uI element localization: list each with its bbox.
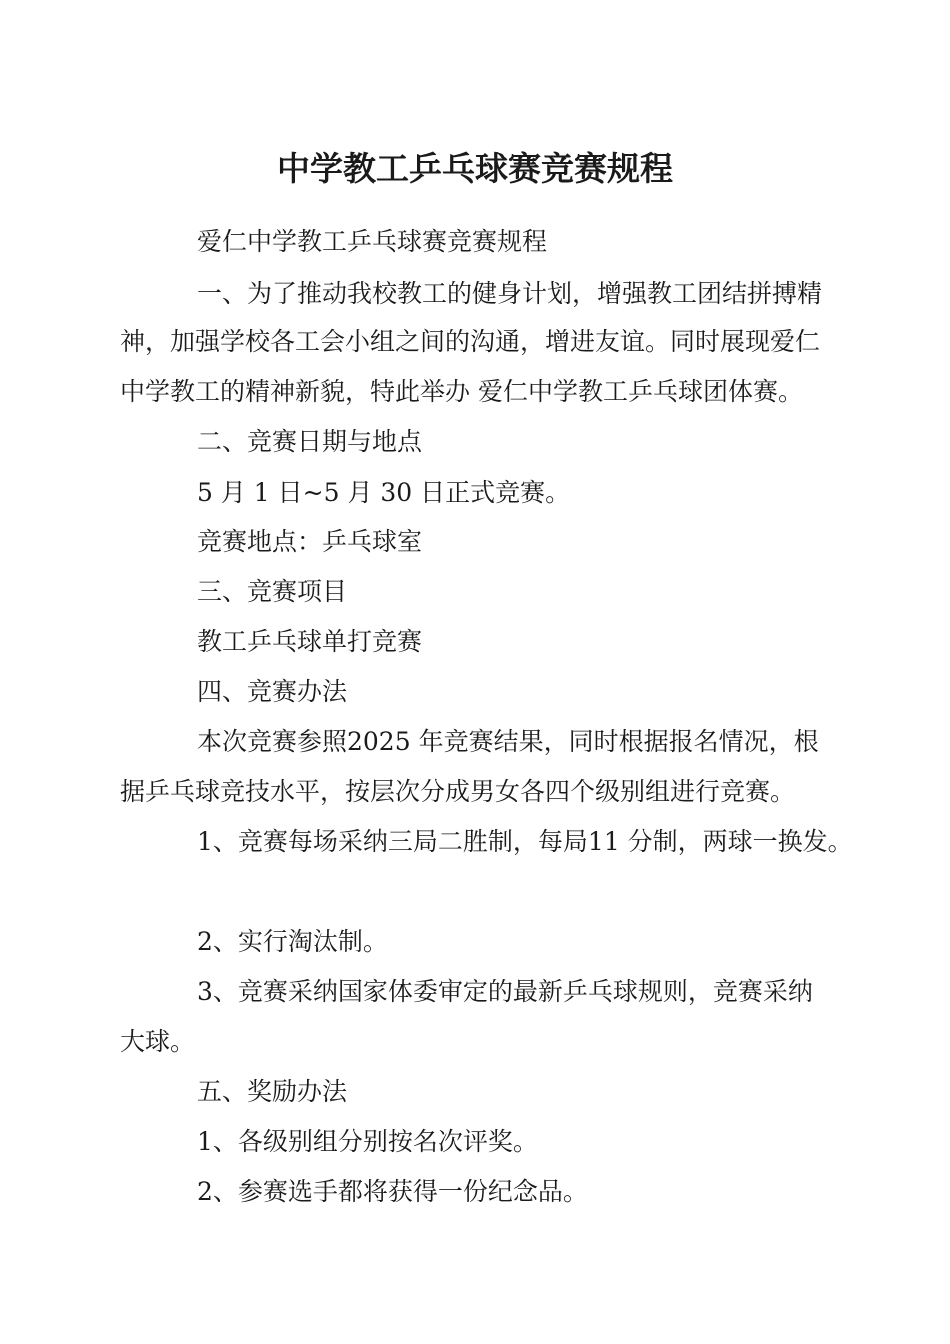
paragraph-line: 中学教工的精神新貌，特此举办 爱仁中学教工乒乓球团体赛。 xyxy=(120,377,803,406)
paragraph-line: 神，加强学校各工会小组之间的沟通，增进友谊。同时展现爱仁 xyxy=(120,327,821,356)
paragraph-line: 教工乒乓球单打竞赛 xyxy=(197,627,423,656)
paragraph-line: 大球。 xyxy=(120,1027,196,1056)
section-heading: 二、竞赛日期与地点 xyxy=(197,427,423,456)
paragraph-line: 一、为了推动我校教工的健身计划，增强教工团结拼搏精 xyxy=(197,279,823,308)
paragraph-line: 5 月 1 日~5 月 30 日正式竞赛。 xyxy=(197,478,571,507)
list-item: 2、参赛选手都将获得一份纪念品。 xyxy=(197,1177,588,1206)
section-heading: 三、竞赛项目 xyxy=(197,577,348,606)
paragraph-line: 据乒乓球竞技水平，按层次分成男女各四个级别组进行竞赛。 xyxy=(120,777,796,806)
paragraph-line: 本次竞赛参照2025 年竞赛结果，同时根据报名情况，根 xyxy=(197,727,819,756)
section-heading: 四、竞赛办法 xyxy=(197,677,348,706)
paragraph-line: 竞赛地点：乒乓球室 xyxy=(197,527,423,556)
section-heading: 五、奖励办法 xyxy=(197,1077,348,1106)
list-item: 1、各级别组分别按名次评奖。 xyxy=(197,1127,538,1156)
document-title: 中学教工乒乓球赛竞赛规程 xyxy=(277,149,673,188)
list-item: 1、竞赛每场采纳三局二胜制，每局11 分制，两球一换发。 xyxy=(197,827,853,856)
list-item: 2、实行淘汰制。 xyxy=(197,927,388,956)
subtitle-line: 爱仁中学教工乒乓球赛竞赛规程 xyxy=(197,227,548,256)
list-item: 3、竞赛采纳国家体委审定的最新乒乓球规则，竞赛采纳 xyxy=(197,977,813,1006)
